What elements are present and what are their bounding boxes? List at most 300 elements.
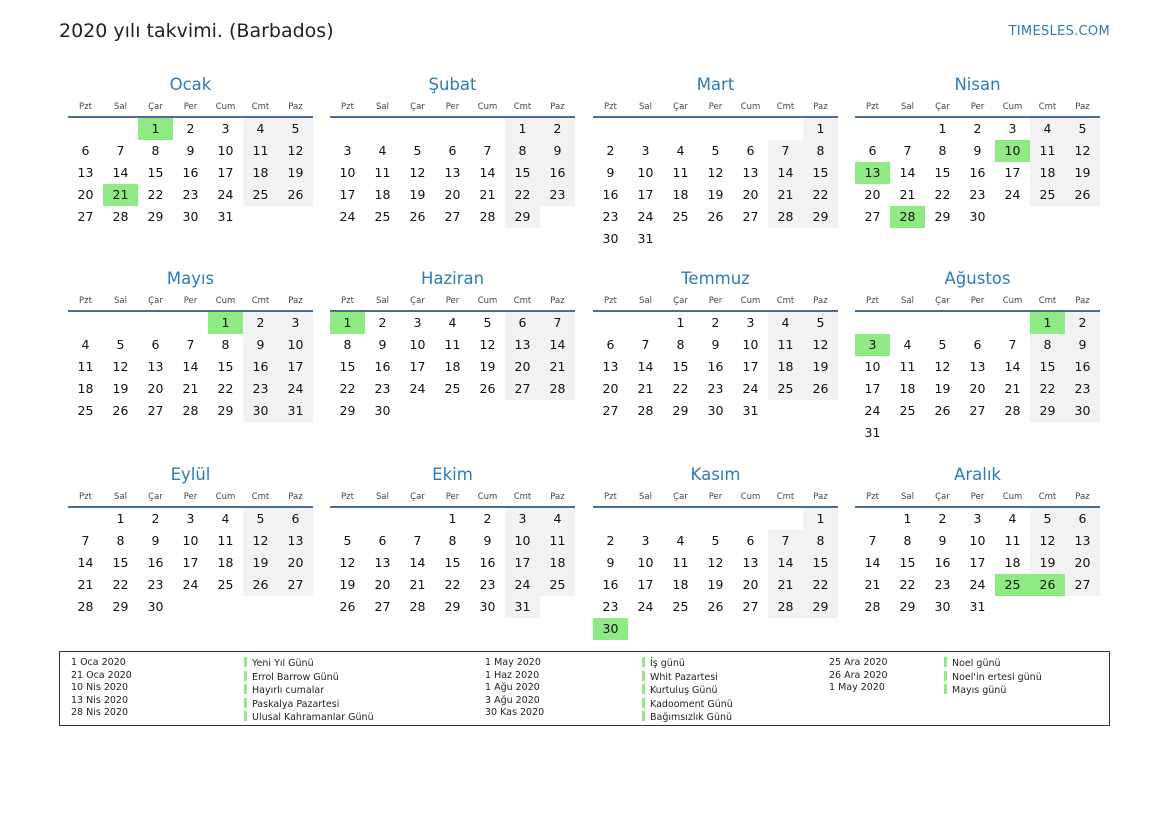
day-cell[interactable]: 21 — [768, 184, 803, 206]
day-cell[interactable]: 19 — [1065, 162, 1100, 184]
day-cell[interactable]: 16 — [602, 577, 619, 592]
day-cell[interactable]: 21 — [864, 577, 881, 592]
day-cell[interactable]: 20 — [505, 356, 540, 378]
day-cell[interactable]: 11 — [899, 359, 916, 374]
day-cell[interactable]: 25 — [374, 209, 391, 224]
day-cell[interactable]: 13 — [602, 359, 619, 374]
day-cell[interactable]: 21 — [637, 381, 654, 396]
day-cell[interactable]: 18 — [672, 577, 689, 592]
day-cell[interactable]: 22 — [505, 184, 540, 206]
day-cell[interactable]: 18 — [899, 381, 916, 396]
day-cell[interactable]: 20 — [602, 381, 619, 396]
day-cell[interactable]: 25 — [540, 574, 575, 596]
day-cell[interactable]: 18 — [243, 162, 278, 184]
day-cell[interactable]: 9 — [606, 555, 615, 570]
day-cell[interactable]: 10 — [409, 337, 426, 352]
day-cell[interactable]: 5 — [483, 315, 492, 330]
day-cell[interactable]: 31 — [278, 400, 313, 422]
day-cell[interactable]: 10 — [182, 533, 199, 548]
day-cell[interactable]: 24 — [969, 577, 986, 592]
day-cell[interactable]: 8 — [938, 143, 947, 158]
day-cell[interactable]: 24 — [409, 381, 426, 396]
day-cell[interactable]: 5 — [711, 143, 720, 158]
day-cell[interactable]: 26 — [707, 599, 724, 614]
day-cell[interactable]: 10 — [217, 143, 234, 158]
day-cell[interactable]: 24 — [864, 403, 881, 418]
day-cell[interactable]: 8 — [803, 140, 838, 162]
day-cell[interactable]: 26 — [803, 378, 838, 400]
day-cell[interactable]: 5 — [803, 312, 838, 334]
day-cell[interactable]: 20 — [742, 577, 759, 592]
day-cell[interactable]: 29 — [672, 403, 689, 418]
day-cell[interactable]: 25 — [217, 577, 234, 592]
day-cell[interactable]: 2 — [711, 315, 720, 330]
day-cell[interactable]: 7 — [768, 140, 803, 162]
day-cell[interactable]: 13 — [77, 165, 94, 180]
day-cell-holiday[interactable]: 28 — [890, 206, 925, 228]
day-cell[interactable]: 25 — [672, 599, 689, 614]
day-cell[interactable]: 26 — [278, 184, 313, 206]
day-cell[interactable]: 27 — [1065, 574, 1100, 596]
day-cell[interactable]: 3 — [186, 511, 195, 526]
day-cell[interactable]: 24 — [339, 209, 356, 224]
day-cell[interactable]: 14 — [182, 359, 199, 374]
day-cell[interactable]: 25 — [672, 209, 689, 224]
day-cell-holiday[interactable]: 21 — [103, 184, 138, 206]
day-cell[interactable]: 12 — [339, 555, 356, 570]
day-cell[interactable]: 5 — [343, 533, 352, 548]
day-cell[interactable]: 11 — [540, 530, 575, 552]
day-cell[interactable]: 24 — [1004, 187, 1021, 202]
day-cell[interactable]: 15 — [803, 552, 838, 574]
day-cell[interactable]: 9 — [243, 334, 278, 356]
day-cell[interactable]: 25 — [899, 403, 916, 418]
day-cell[interactable]: 21 — [77, 577, 94, 592]
day-cell[interactable]: 15 — [934, 165, 951, 180]
day-cell[interactable]: 7 — [186, 337, 195, 352]
day-cell[interactable]: 12 — [112, 359, 129, 374]
day-cell[interactable]: 6 — [378, 533, 387, 548]
day-cell[interactable]: 13 — [278, 530, 313, 552]
day-cell[interactable]: 23 — [479, 577, 496, 592]
day-cell[interactable]: 29 — [1030, 400, 1065, 422]
day-cell[interactable]: 16 — [182, 165, 199, 180]
day-cell[interactable]: 9 — [151, 533, 160, 548]
day-cell[interactable]: 28 — [768, 596, 803, 618]
day-cell-holiday[interactable]: 3 — [855, 334, 890, 356]
day-cell[interactable]: 27 — [505, 378, 540, 400]
day-cell[interactable]: 14 — [112, 165, 129, 180]
day-cell[interactable]: 28 — [637, 403, 654, 418]
day-cell[interactable]: 19 — [707, 577, 724, 592]
day-cell[interactable]: 8 — [116, 533, 125, 548]
day-cell[interactable]: 7 — [116, 143, 125, 158]
day-cell[interactable]: 20 — [1065, 552, 1100, 574]
day-cell[interactable]: 27 — [864, 209, 881, 224]
day-cell[interactable]: 11 — [1004, 533, 1021, 548]
day-cell[interactable]: 4 — [676, 533, 685, 548]
day-cell[interactable]: 18 — [374, 187, 391, 202]
day-cell[interactable]: 13 — [969, 359, 986, 374]
day-cell[interactable]: 27 — [444, 209, 461, 224]
day-cell[interactable]: 20 — [969, 381, 986, 396]
day-cell[interactable]: 14 — [409, 555, 426, 570]
day-cell[interactable]: 17 — [969, 555, 986, 570]
day-cell[interactable]: 3 — [343, 143, 352, 158]
day-cell[interactable]: 1 — [676, 315, 685, 330]
day-cell[interactable]: 28 — [182, 403, 199, 418]
day-cell[interactable]: 29 — [803, 206, 838, 228]
day-cell[interactable]: 3 — [413, 315, 422, 330]
day-cell[interactable]: 15 — [147, 165, 164, 180]
day-cell[interactable]: 24 — [278, 378, 313, 400]
day-cell[interactable]: 11 — [217, 533, 234, 548]
day-cell[interactable]: 6 — [606, 337, 615, 352]
day-cell[interactable]: 17 — [505, 552, 540, 574]
day-cell[interactable]: 16 — [147, 555, 164, 570]
day-cell[interactable]: 9 — [711, 337, 720, 352]
day-cell[interactable]: 23 — [707, 381, 724, 396]
day-cell[interactable]: 30 — [374, 403, 391, 418]
day-cell[interactable]: 22 — [444, 577, 461, 592]
day-cell[interactable]: 29 — [803, 596, 838, 618]
day-cell[interactable]: 28 — [540, 378, 575, 400]
day-cell[interactable]: 21 — [409, 577, 426, 592]
day-cell[interactable]: 5 — [1065, 118, 1100, 140]
day-cell[interactable]: 23 — [1065, 378, 1100, 400]
day-cell[interactable]: 4 — [243, 118, 278, 140]
day-cell[interactable]: 11 — [243, 140, 278, 162]
day-cell[interactable]: 10 — [742, 337, 759, 352]
day-cell[interactable]: 24 — [217, 187, 234, 202]
day-cell[interactable]: 19 — [409, 187, 426, 202]
day-cell[interactable]: 16 — [707, 359, 724, 374]
day-cell[interactable]: 15 — [899, 555, 916, 570]
day-cell[interactable]: 18 — [1004, 555, 1021, 570]
day-cell[interactable]: 15 — [112, 555, 129, 570]
day-cell[interactable]: 4 — [768, 312, 803, 334]
day-cell[interactable]: 16 — [540, 162, 575, 184]
day-cell[interactable]: 6 — [81, 143, 90, 158]
day-cell[interactable]: 15 — [444, 555, 461, 570]
day-cell[interactable]: 5 — [116, 337, 125, 352]
day-cell[interactable]: 12 — [803, 334, 838, 356]
day-cell[interactable]: 23 — [374, 381, 391, 396]
day-cell[interactable]: 12 — [707, 555, 724, 570]
day-cell[interactable]: 17 — [742, 359, 759, 374]
day-cell[interactable]: 27 — [602, 403, 619, 418]
day-cell[interactable]: 14 — [899, 165, 916, 180]
day-cell[interactable]: 19 — [339, 577, 356, 592]
day-cell[interactable]: 20 — [444, 187, 461, 202]
day-cell[interactable]: 10 — [278, 334, 313, 356]
day-cell[interactable]: 1 — [803, 508, 838, 530]
day-cell[interactable]: 8 — [903, 533, 912, 548]
day-cell[interactable]: 4 — [221, 511, 230, 526]
day-cell[interactable]: 29 — [112, 599, 129, 614]
day-cell[interactable]: 23 — [969, 187, 986, 202]
day-cell[interactable]: 31 — [637, 231, 654, 246]
day-cell[interactable]: 17 — [864, 381, 881, 396]
day-cell[interactable]: 8 — [803, 530, 838, 552]
day-cell[interactable]: 28 — [409, 599, 426, 614]
day-cell[interactable]: 10 — [637, 165, 654, 180]
day-cell[interactable]: 7 — [483, 143, 492, 158]
day-cell[interactable]: 22 — [339, 381, 356, 396]
day-cell[interactable]: 30 — [934, 599, 951, 614]
day-cell[interactable]: 7 — [868, 533, 877, 548]
day-cell[interactable]: 3 — [746, 315, 755, 330]
day-cell[interactable]: 28 — [864, 599, 881, 614]
day-cell[interactable]: 30 — [602, 231, 619, 246]
day-cell[interactable]: 12 — [278, 140, 313, 162]
day-cell[interactable]: 4 — [1030, 118, 1065, 140]
day-cell[interactable]: 20 — [742, 187, 759, 202]
day-cell[interactable]: 14 — [77, 555, 94, 570]
day-cell[interactable]: 14 — [540, 334, 575, 356]
day-cell[interactable]: 14 — [637, 359, 654, 374]
day-cell[interactable]: 17 — [339, 187, 356, 202]
day-cell[interactable]: 9 — [483, 533, 492, 548]
day-cell[interactable]: 2 — [938, 511, 947, 526]
day-cell[interactable]: 13 — [742, 555, 759, 570]
day-cell[interactable]: 4 — [540, 508, 575, 530]
day-cell[interactable]: 6 — [278, 508, 313, 530]
day-cell[interactable]: 17 — [637, 187, 654, 202]
day-cell-holiday[interactable]: 25 — [995, 574, 1030, 596]
day-cell[interactable]: 8 — [1030, 334, 1065, 356]
day-cell[interactable]: 5 — [243, 508, 278, 530]
day-cell[interactable]: 6 — [1065, 508, 1100, 530]
day-cell[interactable]: 28 — [1004, 403, 1021, 418]
day-cell[interactable]: 29 — [899, 599, 916, 614]
day-cell[interactable]: 21 — [540, 356, 575, 378]
day-cell[interactable]: 20 — [278, 552, 313, 574]
day-cell[interactable]: 26 — [112, 403, 129, 418]
day-cell[interactable]: 28 — [112, 209, 129, 224]
day-cell[interactable]: 16 — [602, 187, 619, 202]
day-cell[interactable]: 15 — [1030, 356, 1065, 378]
day-cell[interactable]: 26 — [409, 209, 426, 224]
day-cell[interactable]: 1 — [903, 511, 912, 526]
day-cell[interactable]: 18 — [768, 356, 803, 378]
day-cell[interactable]: 28 — [768, 206, 803, 228]
day-cell[interactable]: 3 — [641, 143, 650, 158]
day-cell[interactable]: 7 — [1008, 337, 1017, 352]
day-cell[interactable]: 2 — [151, 511, 160, 526]
day-cell[interactable]: 17 — [1004, 165, 1021, 180]
day-cell[interactable]: 14 — [768, 162, 803, 184]
day-cell[interactable]: 19 — [243, 552, 278, 574]
day-cell[interactable]: 29 — [505, 206, 540, 228]
day-cell[interactable]: 27 — [278, 574, 313, 596]
day-cell[interactable]: 29 — [147, 209, 164, 224]
day-cell[interactable]: 22 — [803, 574, 838, 596]
day-cell[interactable]: 4 — [81, 337, 90, 352]
day-cell-holiday[interactable]: 1 — [208, 312, 243, 334]
day-cell[interactable]: 16 — [969, 165, 986, 180]
day-cell-holiday[interactable]: 10 — [995, 140, 1030, 162]
day-cell[interactable]: 6 — [973, 337, 982, 352]
day-cell[interactable]: 11 — [374, 165, 391, 180]
day-cell[interactable]: 27 — [742, 599, 759, 614]
day-cell[interactable]: 19 — [934, 381, 951, 396]
day-cell[interactable]: 18 — [540, 552, 575, 574]
day-cell[interactable]: 26 — [934, 403, 951, 418]
day-cell[interactable]: 22 — [899, 577, 916, 592]
day-cell[interactable]: 5 — [1030, 508, 1065, 530]
day-cell[interactable]: 8 — [343, 337, 352, 352]
day-cell[interactable]: 17 — [278, 356, 313, 378]
day-cell[interactable]: 14 — [1004, 359, 1021, 374]
day-cell[interactable]: 14 — [864, 555, 881, 570]
day-cell[interactable]: 9 — [186, 143, 195, 158]
day-cell[interactable]: 5 — [413, 143, 422, 158]
day-cell[interactable]: 10 — [339, 165, 356, 180]
day-cell[interactable]: 5 — [711, 533, 720, 548]
day-cell[interactable]: 9 — [938, 533, 947, 548]
day-cell[interactable]: 2 — [540, 118, 575, 140]
day-cell[interactable]: 18 — [672, 187, 689, 202]
day-cell[interactable]: 7 — [641, 337, 650, 352]
day-cell[interactable]: 22 — [934, 187, 951, 202]
day-cell[interactable]: 17 — [217, 165, 234, 180]
day-cell[interactable]: 28 — [77, 599, 94, 614]
day-cell[interactable]: 16 — [374, 359, 391, 374]
day-cell[interactable]: 1 — [116, 511, 125, 526]
day-cell[interactable]: 12 — [409, 165, 426, 180]
day-cell[interactable]: 2 — [606, 533, 615, 548]
day-cell[interactable]: 6 — [746, 143, 755, 158]
day-cell[interactable]: 13 — [147, 359, 164, 374]
day-cell[interactable]: 6 — [151, 337, 160, 352]
day-cell[interactable]: 23 — [540, 184, 575, 206]
day-cell[interactable]: 29 — [444, 599, 461, 614]
day-cell[interactable]: 15 — [505, 162, 540, 184]
day-cell[interactable]: 30 — [243, 400, 278, 422]
day-cell[interactable]: 23 — [602, 599, 619, 614]
day-cell[interactable]: 13 — [444, 165, 461, 180]
day-cell[interactable]: 12 — [934, 359, 951, 374]
day-cell[interactable]: 26 — [479, 381, 496, 396]
day-cell[interactable]: 4 — [1008, 511, 1017, 526]
day-cell[interactable]: 10 — [864, 359, 881, 374]
day-cell[interactable]: 12 — [707, 165, 724, 180]
day-cell[interactable]: 10 — [637, 555, 654, 570]
day-cell[interactable]: 1 — [448, 511, 457, 526]
day-cell[interactable]: 9 — [1065, 334, 1100, 356]
brand-link[interactable]: TIMESLES.COM — [1008, 24, 1110, 39]
day-cell[interactable]: 2 — [186, 121, 195, 136]
day-cell[interactable]: 23 — [243, 378, 278, 400]
day-cell[interactable]: 1 — [803, 118, 838, 140]
day-cell[interactable]: 19 — [278, 162, 313, 184]
day-cell[interactable]: 26 — [339, 599, 356, 614]
day-cell[interactable]: 24 — [742, 381, 759, 396]
day-cell[interactable]: 25 — [77, 403, 94, 418]
day-cell[interactable]: 21 — [899, 187, 916, 202]
day-cell[interactable]: 15 — [672, 359, 689, 374]
day-cell[interactable]: 1 — [938, 121, 947, 136]
day-cell[interactable]: 31 — [505, 596, 540, 618]
day-cell[interactable]: 13 — [374, 555, 391, 570]
day-cell[interactable]: 15 — [217, 359, 234, 374]
day-cell[interactable]: 24 — [637, 209, 654, 224]
day-cell[interactable]: 28 — [479, 209, 496, 224]
day-cell-holiday[interactable]: 1 — [1030, 312, 1065, 334]
day-cell[interactable]: 29 — [339, 403, 356, 418]
day-cell[interactable]: 27 — [742, 209, 759, 224]
day-cell[interactable]: 13 — [742, 165, 759, 180]
day-cell[interactable]: 29 — [217, 403, 234, 418]
day-cell[interactable]: 15 — [339, 359, 356, 374]
day-cell[interactable]: 20 — [374, 577, 391, 592]
day-cell[interactable]: 15 — [803, 162, 838, 184]
day-cell[interactable]: 31 — [742, 403, 759, 418]
day-cell[interactable]: 11 — [444, 337, 461, 352]
day-cell[interactable]: 23 — [602, 209, 619, 224]
day-cell[interactable]: 6 — [505, 312, 540, 334]
day-cell[interactable]: 16 — [479, 555, 496, 570]
day-cell[interactable]: 30 — [969, 209, 986, 224]
day-cell[interactable]: 9 — [973, 143, 982, 158]
day-cell[interactable]: 16 — [243, 356, 278, 378]
day-cell-holiday[interactable]: 1 — [138, 118, 173, 140]
day-cell[interactable]: 19 — [707, 187, 724, 202]
day-cell[interactable]: 19 — [479, 359, 496, 374]
day-cell[interactable]: 2 — [378, 315, 387, 330]
day-cell[interactable]: 3 — [221, 121, 230, 136]
day-cell[interactable]: 31 — [217, 209, 234, 224]
day-cell[interactable]: 22 — [1030, 378, 1065, 400]
day-cell[interactable]: 22 — [112, 577, 129, 592]
day-cell[interactable]: 21 — [182, 381, 199, 396]
day-cell[interactable]: 21 — [1004, 381, 1021, 396]
day-cell[interactable]: 18 — [77, 381, 94, 396]
day-cell[interactable]: 20 — [147, 381, 164, 396]
day-cell[interactable]: 3 — [1008, 121, 1017, 136]
day-cell[interactable]: 4 — [676, 143, 685, 158]
day-cell[interactable]: 25 — [243, 184, 278, 206]
day-cell[interactable]: 30 — [1065, 400, 1100, 422]
day-cell[interactable]: 7 — [903, 143, 912, 158]
day-cell[interactable]: 27 — [969, 403, 986, 418]
day-cell[interactable]: 25 — [444, 381, 461, 396]
day-cell[interactable]: 12 — [243, 530, 278, 552]
day-cell[interactable]: 30 — [479, 599, 496, 614]
day-cell[interactable]: 2 — [1065, 312, 1100, 334]
day-cell[interactable]: 12 — [479, 337, 496, 352]
day-cell[interactable]: 8 — [676, 337, 685, 352]
day-cell-holiday[interactable]: 30 — [593, 618, 628, 640]
day-cell[interactable]: 4 — [378, 143, 387, 158]
day-cell[interactable]: 18 — [217, 555, 234, 570]
day-cell[interactable]: 3 — [505, 508, 540, 530]
day-cell[interactable]: 22 — [217, 381, 234, 396]
day-cell[interactable]: 24 — [637, 599, 654, 614]
day-cell[interactable]: 10 — [969, 533, 986, 548]
day-cell[interactable]: 2 — [606, 143, 615, 158]
day-cell[interactable]: 14 — [768, 552, 803, 574]
day-cell[interactable]: 8 — [221, 337, 230, 352]
day-cell[interactable]: 3 — [641, 533, 650, 548]
day-cell[interactable]: 20 — [864, 187, 881, 202]
day-cell[interactable]: 1 — [505, 118, 540, 140]
day-cell[interactable]: 22 — [803, 184, 838, 206]
day-cell[interactable]: 10 — [505, 530, 540, 552]
day-cell[interactable]: 29 — [934, 209, 951, 224]
day-cell[interactable]: 24 — [505, 574, 540, 596]
